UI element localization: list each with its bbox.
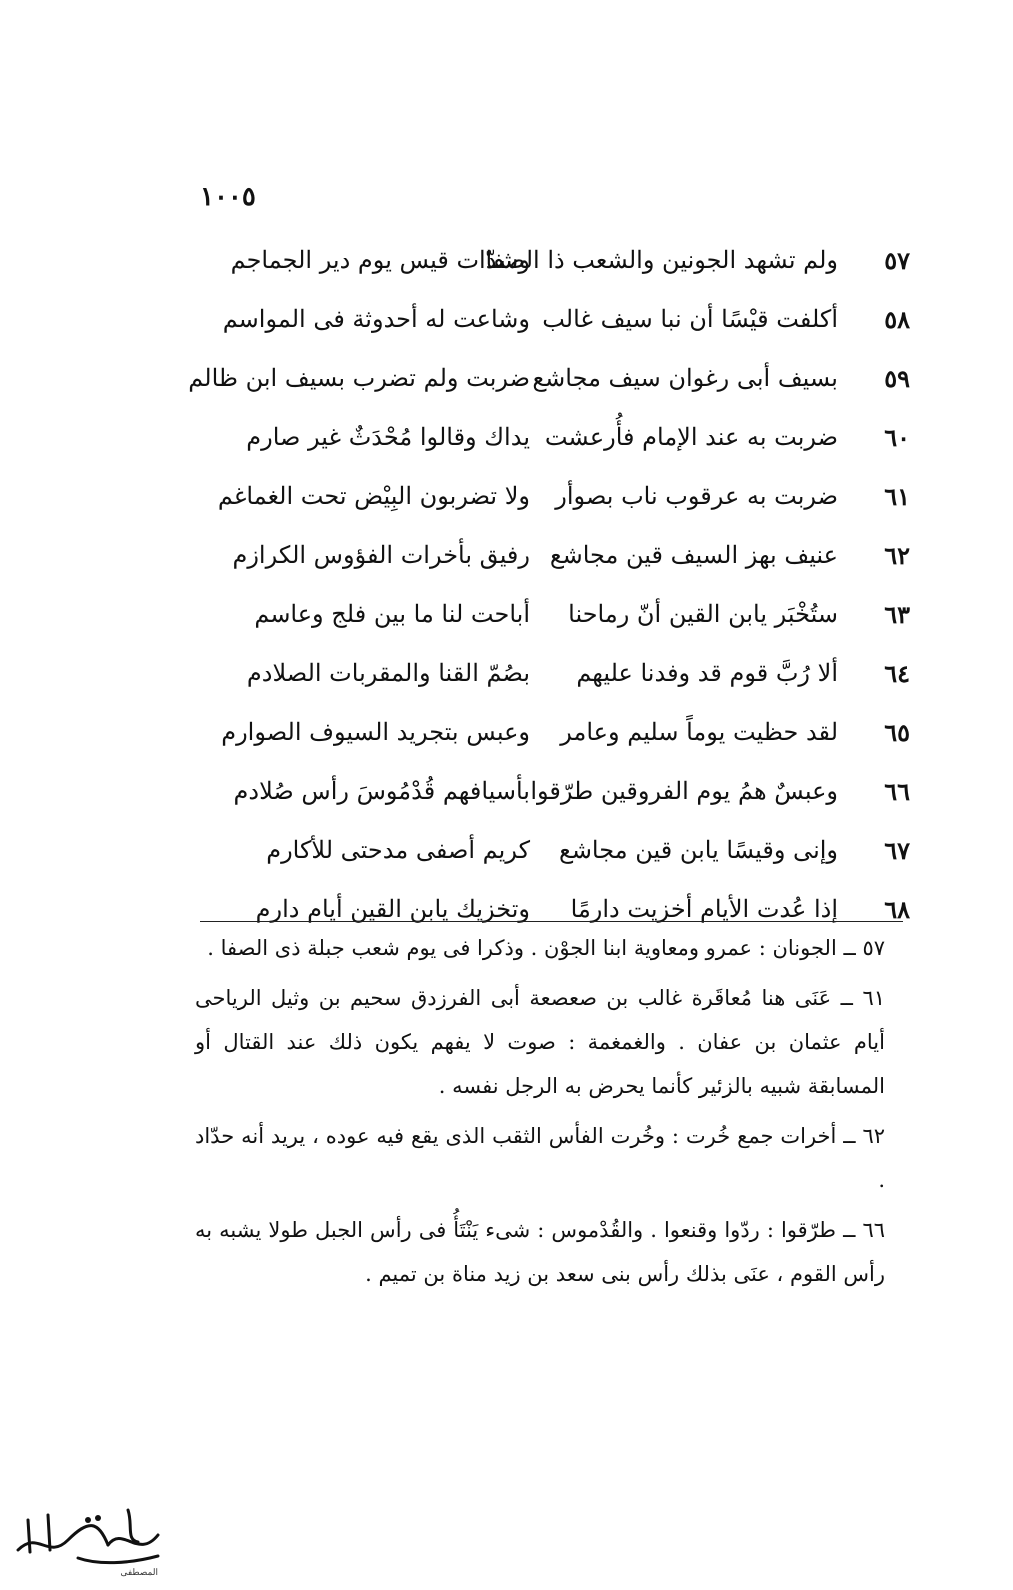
verse [200,474,910,533]
footnote: ٦٦ ــ طرّقوا : ردّوا وقنعوا . والقُدْموس : شىء يَنْتَأُ فى رأس الجبل طولا يشبه به رأس القوم ، عنَى بذلك رأس بنى سعد بن زيد مناة بن تميم . [195,1218,885,1286]
verse-second-hemistich: رفيق بأخرات الفؤوس الكرازم [232,541,530,569]
verse [200,828,910,887]
verse [200,297,910,356]
verse [200,769,910,828]
verse-first-hemistich: إذا عُدت الأيام أخزيت دارمًا [570,895,838,923]
verse-number: ٦٨ [884,895,910,924]
verse-number: ٦١ [884,482,910,511]
footnote-divider [200,921,903,922]
verse-first-hemistich: لقد حظيت يوماً سليم وعامر [560,718,838,746]
verse-second-hemistich: وشدّات قيس يوم دير الجماجم [230,246,530,274]
footnotes [195,926,885,1302]
footnote: ٦٢ ــ أخرات جمع خُرت : وخُرت الفأس الثقب الذى يقع فيه عوده ، يريد أنه حدّاد . [195,1124,885,1192]
verse-first-hemistich: وإنى وقيسًا يابن قين مجاشع [559,836,838,864]
verse-number: ٥٧ [884,246,910,275]
verse-second-hemistich: كريم أصفى مدحتى للأكارم [266,836,530,864]
verse-first-hemistich: وعبسٌ همُ يوم الفروقين طرّقوا [530,777,838,805]
verse [200,592,910,651]
verse [188,356,910,415]
verse [200,651,910,710]
verse-second-hemistich: ضربت ولم تضرب بسيف ابن ظالم [188,364,530,392]
verse-first-hemistich: أكلفت قيْسًا أن نبا سيف غالب [542,305,838,333]
verse-second-hemistich: أباحت لنا ما بين فلج وعاسم [254,600,530,628]
verse-first-hemistich: بسيف أبى رغوان سيف مجاشع [532,364,838,392]
verse-second-hemistich: وشاعت له أحدوثة فى المواسم [222,305,530,333]
verse-first-hemistich: ضربت به عند الإمام فأُرعشت [544,423,838,451]
verse-second-hemistich: بأسيافهم قُدْمُوسَ رأس صُلادم [233,777,530,805]
verse-first-hemistich: ولم تشهد الجونين والشعب ذا الصفا [485,246,838,274]
verse-second-hemistich: يداك وقالوا مُحْدَثٌ غير صارم [246,423,530,451]
verse-second-hemistich: وتخزيك يابن القين أيام دارم [255,895,530,923]
verse-number: ٦٥ [884,718,910,747]
footnote: ٦١ ــ عَنَى هنا مُعاقَرة غالب بن صعصعة أبى الفرزدق سحيم بن وثيل الرياحى أيام عثمان بن عفان . والغمغمة : صوت لا يفهم يكون ذلك عند القتال أو المسابقة شبيه بالزئير كأنما يحرض به الرجل نفسه . [195,986,885,1098]
poem [188,238,910,946]
almostafa-logo-icon [8,1490,178,1580]
verse-first-hemistich: عنيف بهز السيف قين مجاشع [549,541,838,569]
page-number: ١٠٠٥ [200,182,256,212]
footnote: ٥٧ ــ الجونان : عمرو ومعاوية ابنا الجوْن . وذكرا فى يوم شعب جبلة ذى الصفا . [207,936,885,960]
verse-number: ٦٣ [884,600,910,629]
verse-number: ٦٤ [884,659,910,688]
verse [200,415,910,474]
verse [200,533,910,592]
verse-first-hemistich: ضربت به عرقوب ناب بصوأر [555,482,838,510]
verse [200,238,910,297]
logo-text: المصطفى [120,1568,158,1578]
verse [200,710,910,769]
verse-number: ٦٧ [884,836,910,865]
verse-number: ٦٢ [884,541,910,570]
verse-number: ٦٦ [884,777,910,806]
verse-number: ٦٠ [884,423,910,452]
verse-second-hemistich: ولا تضربون البِيْض تحت الغماغم [217,482,530,510]
verse-number: ٥٨ [884,305,910,334]
verse-second-hemistich: وعبس بتجريد السيوف الصوارم [221,718,530,746]
verse-first-hemistich: ستُخْبَر يابن القين أنّ رماحنا [568,600,838,628]
verse-second-hemistich: بصُمّ القنا والمقربات الصلادم [246,659,530,687]
verse-number: ٥٩ [884,364,910,393]
verse-first-hemistich: ألا رُبَّ قوم قد وفدنا عليهم [576,659,838,687]
